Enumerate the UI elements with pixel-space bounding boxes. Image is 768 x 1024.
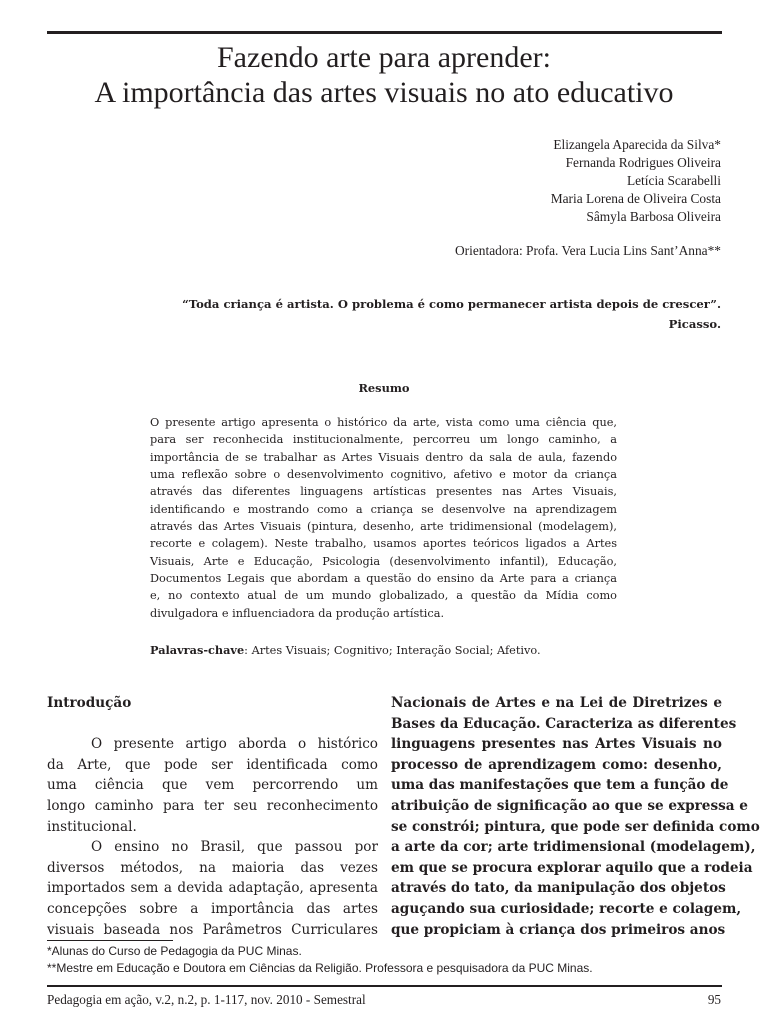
- body-line: Bases da Educação. Caracteriza as diferentes: [391, 715, 737, 732]
- body-line: linguagens presentes nas Artes Visuais no: [391, 736, 722, 753]
- body-line: através do tato, da manipulação dos objetos: [391, 880, 726, 897]
- body-line: em que se procura explorar aquilo que a rodeia: [391, 859, 753, 876]
- author-name: Maria Lorena de Oliveira Costa: [550, 191, 721, 206]
- body-line: se constrói; pintura, que pode ser definida como: [391, 818, 760, 835]
- section-heading-introducao: Introdução: [47, 695, 132, 711]
- abstract-heading: Resumo: [358, 381, 410, 395]
- body-line: Nacionais de Artes e na Lei de Diretrizes e: [391, 695, 722, 711]
- abstract-line: identificando e mostrando como a criança se desenvolve na aprendizagem: [150, 502, 617, 516]
- author-name: Fernanda Rodrigues Oliveira: [565, 155, 721, 170]
- author-name: Sâmyla Barbosa Oliveira: [586, 209, 721, 224]
- author-name: Elizangela Aparecida da Silva*: [553, 137, 721, 152]
- body-line: diversos métodos, na maioria das vezes: [47, 859, 378, 876]
- abstract-line: divulgadora e influenciadora da produção artística.: [150, 606, 445, 620]
- body-line: que propiciam à criança dos primeiros anos: [391, 921, 726, 938]
- abstract-body: [150, 414, 617, 622]
- article-title-line-2: A importância das artes visuais no ato educativo: [94, 76, 674, 109]
- author-name: Letícia Scarabelli: [626, 173, 721, 188]
- bottom-rule: [47, 985, 722, 987]
- body-line: da Arte, que pode ser identificada como: [47, 756, 378, 773]
- epigraph-quote: “Toda criança é artista. O problema é como permanecer artista depois de crescer”.: [182, 297, 721, 311]
- abstract-line: Documentos Legais que abordam a questão do ensino da Arte para a criança: [150, 572, 617, 586]
- journal-citation: Pedagogia em ação, v.2, n.2, p. 1-117, nov. 2010 - Semestral: [47, 992, 366, 1007]
- body-line: institucional.: [47, 818, 137, 835]
- advisor-line: Orientadora: Profa. Vera Lucia Lins Sant’Anna**: [455, 243, 721, 258]
- body-right-column: [391, 693, 760, 940]
- abstract-line: O presente artigo apresenta o histórico da arte, vista como uma ciência que,: [150, 416, 617, 429]
- abstract-line: Visuais, Arte e Educação, Psicologia (desenvolvimento infantil), Educação,: [150, 554, 617, 568]
- body-line: uma ciência que vem percorrendo um: [47, 777, 378, 794]
- blank-line: [47, 714, 378, 735]
- body-line: importados sem a devida adaptação, apresenta: [47, 880, 378, 897]
- abstract-line: importância de se trabalhar as Artes Visuais dentro da sala de aula, fazendo: [150, 450, 617, 464]
- article-title-line-1: Fazendo arte para aprender:: [217, 41, 551, 74]
- epigraph: [182, 294, 721, 334]
- keywords-label: Palavras-chave: [150, 643, 245, 657]
- abstract-line: através das Artes Visuais (pintura, desenho, arte tridimensional (modelagem),: [150, 520, 617, 534]
- abstract-line: recorte e colagem). Neste trabalho, usamos aportes teóricos ligados a Artes: [150, 537, 617, 551]
- body-line: aguçando sua curiosidade; recorte e colagem,: [391, 900, 742, 917]
- epigraph-author: Picasso.: [668, 317, 721, 331]
- body-line: O presente artigo aborda o histórico: [91, 736, 378, 753]
- body-line: O ensino no Brasil, que passou por: [91, 839, 378, 856]
- body-line: processo de aprendizagem como: desenho,: [391, 756, 722, 773]
- abstract-line: para ser reconhecida institucionalmente, percorreu um longo caminho, a: [150, 433, 617, 447]
- page-number: 95: [707, 992, 721, 1007]
- top-rule: [47, 31, 722, 34]
- footnote-rule: [47, 940, 173, 941]
- body-line: visuais baseada nos Parâmetros Curriculares: [47, 921, 378, 938]
- keywords-text: : Artes Visuais; Cognitivo; Interação Social; Afetivo.: [244, 644, 541, 657]
- body-left-column: [47, 693, 378, 940]
- footnotes: [47, 943, 593, 977]
- body-line: concepções sobre a importância das artes: [47, 900, 378, 917]
- abstract-line: e, no contexto atual de um mundo globalizado, a questão da Mídia como: [150, 589, 617, 603]
- footnote: *Alunas do Curso de Pedagogia da PUC Minas.: [47, 944, 302, 958]
- author-list: [551, 136, 721, 226]
- keywords: [150, 643, 650, 657]
- footnote: **Mestre em Educação e Doutora em Ciências da Religião. Professora e pesquisadora da PUC Minas.: [47, 961, 593, 975]
- body-line: atribuição de significação ao que se expressa e: [391, 797, 748, 814]
- abstract-line: uma reflexão sobre o desenvolvimento cognitivo, afetivo e motor da criança: [150, 468, 617, 482]
- body-line: uma das manifestações que tem a função de: [391, 777, 729, 794]
- body-line: a arte da cor; arte tridimensional (modelagem),: [391, 839, 756, 856]
- abstract-line: através das diferentes linguagens artísticas presentes nas Artes Visuais,: [150, 485, 617, 499]
- body-line: longo caminho para ter seu reconhecimento: [47, 797, 378, 814]
